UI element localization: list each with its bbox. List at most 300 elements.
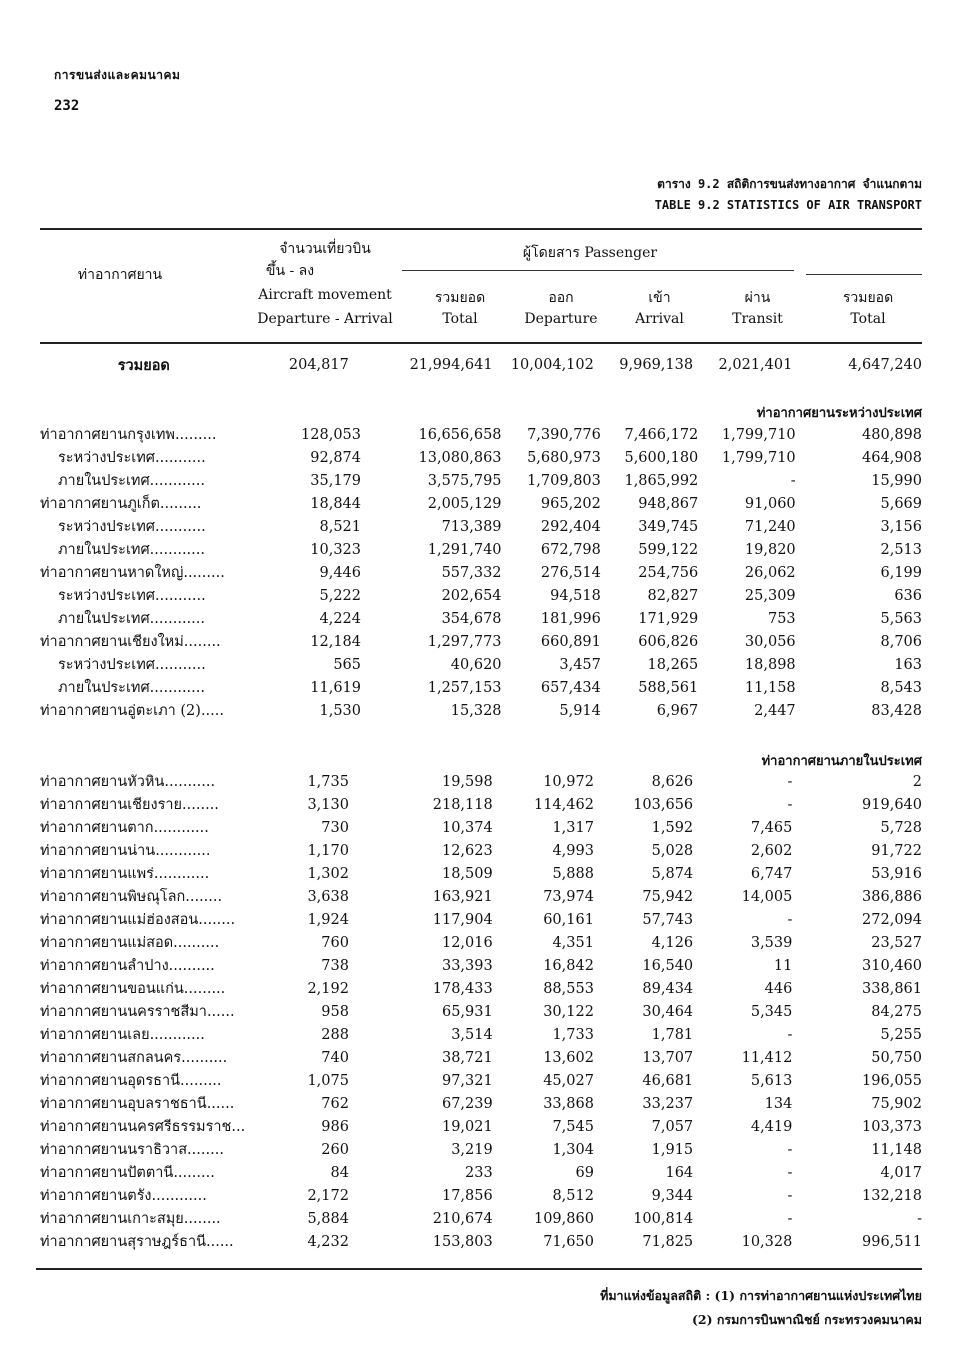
cell-arrival: 5,600,180	[624, 450, 699, 466]
table-row	[40, 1024, 922, 1047]
cell-transit: 1,799,710	[721, 450, 796, 466]
cell-transit: -	[787, 1142, 793, 1158]
cell-total2: 996,511	[862, 1234, 922, 1250]
table-row	[40, 886, 922, 909]
running-header: การขนส่งและคมนาคม	[54, 68, 181, 82]
airport-name: ท่าอากาศยานเชียงใหม่........	[40, 634, 221, 650]
cell-transit: -	[787, 1188, 793, 1204]
col-dep-th: ออก	[548, 290, 574, 306]
cell-movement: 958	[321, 1004, 349, 1020]
table-row	[40, 562, 922, 585]
cell-total: 178,433	[432, 981, 493, 997]
cell-total: 153,803	[432, 1234, 493, 1250]
passenger-rule	[402, 270, 794, 271]
cell-movement: 2,172	[307, 1188, 349, 1204]
cell-total2: 11,148	[871, 1142, 922, 1158]
airport-name: ระหว่างประเทศ...........	[58, 519, 206, 535]
international-table	[40, 424, 922, 723]
cell-total: 19,598	[441, 774, 493, 790]
source-line-2: (2) กรมการบินพาณิชย์ กระทรวงคมนาคม	[691, 1312, 922, 1327]
airport-name: ท่าอากาศยานแพร่............	[40, 866, 210, 882]
cell-movement: 762	[321, 1096, 349, 1112]
cell-departure: 71,650	[543, 1234, 594, 1250]
table-title-thai: ตาราง 9.2 สถิติการขนส่งทางอากาศ จำแนกตาม	[657, 177, 922, 191]
col-movement-en1: Aircraft movement	[258, 287, 392, 303]
grand-total-row	[40, 354, 922, 377]
airport-name: ท่าอากาศยานเกาะสมุย........	[40, 1211, 221, 1227]
cell-total2: 8,543	[880, 680, 922, 696]
col-airport: ท่าอากาศยาน	[77, 267, 163, 283]
table-row	[40, 1047, 922, 1070]
airport-name: ระหว่างประเทศ...........	[58, 450, 206, 466]
domestic-table	[40, 771, 922, 1254]
cell-movement: 288	[321, 1027, 349, 1043]
cell-transit: -	[787, 797, 793, 813]
grand-total-table	[40, 354, 922, 377]
cell-transit: 10,328	[741, 1234, 793, 1250]
cell-arrival: 1,781	[651, 1027, 694, 1043]
cell-transit: -	[787, 774, 793, 790]
airport-name: ท่าอากาศยานเชียงราย........	[40, 797, 219, 813]
cell-total: 1,297,773	[427, 634, 502, 650]
table-row	[40, 654, 922, 677]
cell-total: 557,332	[441, 565, 502, 581]
table-row	[40, 1070, 922, 1093]
cell-arrival: 82,827	[647, 588, 699, 604]
cell-departure: 69	[575, 1165, 594, 1181]
cell-departure: 1,317	[552, 820, 594, 836]
cell-arrival: 6,967	[656, 703, 699, 719]
table-row	[40, 1093, 922, 1116]
cell-total: 40,620	[450, 657, 502, 673]
cell-arrival: 349,745	[638, 519, 699, 535]
cell-total: 218,118	[432, 797, 493, 813]
cell-arrival: 30,464	[642, 1004, 694, 1020]
cell-arrival: 46,681	[642, 1073, 694, 1089]
cell-transit: 446	[764, 981, 793, 997]
cell-total: 17,856	[441, 1188, 493, 1204]
cell-arrival: 57,743	[642, 912, 694, 928]
airport-name: ภายในประเทศ............	[58, 473, 205, 489]
header-bottom-rule	[40, 342, 922, 344]
airport-name: ท่าอากาศยานนราธิวาส........	[40, 1142, 224, 1158]
cell-total: 117,904	[432, 912, 493, 928]
cell-departure: 292,404	[540, 519, 601, 535]
col-tr-en: Transit	[732, 311, 783, 327]
airport-name: ท่าอากาศยานหัวหิน...........	[40, 774, 216, 790]
cell-departure: 5,888	[552, 866, 594, 882]
cell-transit: 11	[773, 958, 793, 974]
cell-arrival: 103,656	[633, 797, 694, 813]
table-row	[40, 909, 922, 932]
airport-name: ท่าอากาศยานสกลนคร..........	[40, 1050, 228, 1066]
table-row	[40, 840, 922, 863]
cell-transit: 30,056	[744, 634, 796, 650]
airport-name: ท่าอากาศยานขอนแก่น.........	[40, 981, 226, 997]
table-row	[40, 771, 922, 794]
cell-transit: 71,240	[744, 519, 796, 535]
cell-departure: 30,122	[543, 1004, 594, 1020]
cell-total: 202,654	[441, 588, 502, 604]
cell-transit: 5,345	[750, 1004, 793, 1020]
cell-total: 38,721	[441, 1050, 493, 1066]
cell-arrival: 13,707	[642, 1050, 694, 1066]
table-row	[40, 677, 922, 700]
cell-transit: 91,060	[744, 496, 796, 512]
cell-movement: 18,844	[310, 496, 362, 512]
table-title-english: TABLE 9.2 STATISTICS OF AIR TRANSPORT	[654, 198, 922, 212]
cell-total2: 53,916	[871, 866, 922, 882]
cell-transit: -	[787, 1211, 793, 1227]
cell-movement: 1,075	[307, 1073, 349, 1089]
cell-total: 21,994,641	[409, 357, 493, 373]
cell-departure: 109,860	[533, 1211, 594, 1227]
cell-total2: 480,898	[862, 427, 922, 443]
cell-total2: 2	[912, 774, 922, 790]
cell-arrival: 164	[665, 1165, 694, 1181]
cell-arrival: 4,126	[651, 935, 694, 951]
airport-name: ท่าอากาศยานสุราษฎร์ธานี......	[40, 1234, 234, 1250]
cell-departure: 7,390,776	[527, 427, 601, 443]
cell-departure: 88,553	[543, 981, 594, 997]
col-total2-th: รวมยอด	[842, 290, 894, 306]
cell-arrival: 8,626	[651, 774, 694, 790]
cell-total: 19,021	[441, 1119, 493, 1135]
cell-total: 3,514	[451, 1027, 493, 1043]
table-row	[40, 516, 922, 539]
cell-departure: 4,993	[552, 843, 594, 859]
airport-name: ท่าอากาศยานแม่สอด..........	[40, 935, 220, 951]
cell-transit: -	[787, 1027, 793, 1043]
cell-departure: 33,868	[543, 1096, 594, 1112]
cell-transit: 18,898	[744, 657, 796, 673]
col-total2-en: Total	[850, 311, 886, 327]
cell-departure: 60,161	[543, 912, 594, 928]
table-row	[40, 585, 922, 608]
cell-transit: -	[790, 473, 796, 489]
cell-departure: 3,457	[559, 657, 601, 673]
cell-departure: 181,996	[540, 611, 601, 627]
cell-transit: 19,820	[744, 542, 796, 558]
cell-movement: 260	[321, 1142, 349, 1158]
cell-departure: 4,351	[552, 935, 594, 951]
cell-arrival: 33,237	[642, 1096, 694, 1112]
cell-total: 2,005,129	[427, 496, 502, 512]
table-row	[40, 955, 922, 978]
col-movement-en2: Departure - Arrival	[257, 311, 393, 327]
table-row	[40, 1162, 922, 1185]
cell-arrival: 1,865,992	[624, 473, 699, 489]
airport-name: ท่าอากาศยานหาดใหญ่.........	[40, 565, 225, 581]
table-row	[40, 863, 922, 886]
cell-total: 67,239	[441, 1096, 493, 1112]
table-row	[40, 608, 922, 631]
section-heading-international: ท่าอากาศยานระหว่างประเทศ	[756, 406, 922, 421]
cell-total2: 338,861	[862, 981, 922, 997]
cell-total2: 3,156	[880, 519, 922, 535]
cell-transit: 1,799,710	[721, 427, 796, 443]
cell-transit: 11,412	[741, 1050, 793, 1066]
cell-total2: 2,513	[880, 542, 922, 558]
cell-total: 3,219	[451, 1142, 493, 1158]
cell-total: 354,678	[441, 611, 502, 627]
cell-total: 18,509	[441, 866, 493, 882]
cell-transit: 6,747	[750, 866, 793, 882]
cell-movement: 11,619	[310, 680, 362, 696]
cell-total2: 6,199	[880, 565, 922, 581]
airport-name: ท่าอากาศยานกรุงเทพ.........	[40, 427, 217, 443]
cell-movement: 565	[333, 657, 362, 673]
cell-movement: 1,530	[319, 703, 362, 719]
cell-arrival: 171,929	[638, 611, 699, 627]
cell-departure: 7,545	[552, 1119, 594, 1135]
airport-name: ท่าอากาศยานภูเก็ต.........	[40, 496, 202, 512]
airport-name: ท่าอากาศยานตรัง............	[40, 1188, 207, 1204]
cell-movement: 3,130	[307, 797, 349, 813]
cell-arrival: 100,814	[633, 1211, 694, 1227]
cell-arrival: 75,942	[642, 889, 694, 905]
table-row	[40, 470, 922, 493]
cell-transit: 14,005	[741, 889, 793, 905]
cell-total: 12,623	[441, 843, 493, 859]
airport-name: ท่าอากาศยานพิษณุโลก........	[40, 889, 223, 905]
cell-departure: 16,842	[543, 958, 594, 974]
cell-arrival: 599,122	[638, 542, 699, 558]
cell-transit: 134	[764, 1096, 793, 1112]
airport-name: ท่าอากาศยานตาก............	[40, 820, 209, 836]
table-row	[40, 1116, 922, 1139]
cell-total2: 272,094	[862, 912, 922, 928]
cell-movement: 10,323	[310, 542, 362, 558]
cell-movement: 12,184	[310, 634, 362, 650]
cell-total2: 132,218	[862, 1188, 922, 1204]
cell-total2: 4,017	[880, 1165, 922, 1181]
cell-movement: 128,053	[301, 427, 362, 443]
cell-movement: 5,222	[319, 588, 362, 604]
table-row	[40, 817, 922, 840]
cell-transit: 4,419	[750, 1119, 793, 1135]
table-row	[40, 1139, 922, 1162]
cell-transit: 25,309	[744, 588, 796, 604]
cell-total2: 5,255	[880, 1027, 922, 1043]
cell-total: 97,321	[441, 1073, 493, 1089]
table-row	[40, 932, 922, 955]
table-row	[40, 424, 922, 447]
cell-total2: -	[917, 1211, 922, 1227]
cell-transit: -	[787, 1165, 793, 1181]
cell-total: 65,931	[441, 1004, 493, 1020]
cell-departure: 965,202	[540, 496, 601, 512]
airport-name: ท่าอากาศยานเลย............	[40, 1027, 205, 1043]
cell-total: 13,080,863	[418, 450, 502, 466]
cell-total: 10,374	[441, 820, 493, 836]
cell-movement: 1,302	[307, 866, 349, 882]
cell-total2: 84,275	[871, 1004, 922, 1020]
top-rule	[40, 228, 922, 230]
cell-arrival: 71,825	[642, 1234, 694, 1250]
cell-transit: -	[787, 912, 793, 928]
cell-total2: 23,527	[871, 935, 922, 951]
airport-name: ท่าอากาศยานแม่ฮ่องสอน........	[40, 912, 236, 928]
cell-transit: 753	[767, 611, 796, 627]
table-row	[40, 493, 922, 516]
table-row	[40, 539, 922, 562]
col-passenger: ผู้โดยสาร Passenger	[522, 245, 658, 261]
cell-departure: 672,798	[540, 542, 601, 558]
cell-total: 1,257,153	[427, 680, 502, 696]
cell-movement: 1,735	[307, 774, 349, 790]
cell-movement: 1,924	[307, 912, 349, 928]
cell-transit: 5,613	[750, 1073, 793, 1089]
cell-departure: 13,602	[543, 1050, 594, 1066]
cell-total: 233	[465, 1165, 493, 1181]
cell-departure: 657,434	[540, 680, 601, 696]
airport-name: ท่าอากาศยานอุดรธานี.........	[40, 1073, 222, 1089]
cell-departure: 660,891	[540, 634, 601, 650]
table-row	[40, 794, 922, 817]
cell-total2: 5,728	[880, 820, 922, 836]
cell-movement: 760	[321, 935, 349, 951]
col-total-th: รวมยอด	[434, 290, 486, 306]
cell-departure: 10,004,102	[510, 357, 594, 373]
cell-total: 163,921	[432, 889, 493, 905]
cell-movement: 9,446	[319, 565, 362, 581]
cell-total: 12,016	[441, 935, 493, 951]
cell-transit: 26,062	[744, 565, 796, 581]
cell-arrival: 1,915	[651, 1142, 694, 1158]
cell-arrival: 948,867	[638, 496, 699, 512]
col-dep-en: Departure	[524, 311, 598, 327]
cell-total2: 103,373	[862, 1119, 922, 1135]
cell-arrival: 606,826	[638, 634, 699, 650]
cell-movement: 35,179	[310, 473, 362, 489]
cell-arrival: 5,874	[651, 866, 694, 882]
airport-name: ระหว่างประเทศ...........	[58, 588, 206, 604]
airport-name: ท่าอากาศยานนครศรีธรรมราช...	[40, 1119, 246, 1135]
cell-departure: 73,974	[543, 889, 594, 905]
cell-movement: 2,192	[307, 981, 349, 997]
cell-total: 713,389	[441, 519, 502, 535]
cell-arrival: 588,561	[638, 680, 699, 696]
airport-name: ท่าอากาศยานลำปาง..........	[40, 958, 215, 974]
cell-total2: 386,886	[862, 889, 922, 905]
table-row	[40, 1001, 922, 1024]
cell-arrival: 18,265	[647, 657, 699, 673]
total2-rule	[806, 274, 922, 275]
cell-departure: 5,680,973	[527, 450, 601, 466]
cell-departure: 10,972	[543, 774, 594, 790]
cell-transit: 11,158	[744, 680, 796, 696]
cell-arrival: 16,540	[642, 958, 694, 974]
table-row	[40, 978, 922, 1001]
cell-total2: 91,722	[871, 843, 922, 859]
col-movement-th2: ขึ้น - ลง	[265, 263, 315, 279]
col-total-en: Total	[442, 311, 478, 327]
cell-total2: 4,647,240	[848, 357, 922, 373]
cell-transit: 2,602	[750, 843, 793, 859]
cell-movement: 204,817	[288, 357, 349, 373]
cell-total: 1,291,740	[427, 542, 502, 558]
col-arr-th: เข้า	[648, 290, 671, 306]
airport-name: ท่าอากาศยานปัตตานี.........	[40, 1165, 215, 1181]
page-number: 232	[54, 98, 80, 114]
airport-name: ภายในประเทศ............	[58, 542, 205, 558]
cell-departure: 114,462	[533, 797, 594, 813]
cell-total2: 919,640	[862, 797, 922, 813]
cell-total: 15,328	[450, 703, 502, 719]
cell-total2: 310,460	[862, 958, 922, 974]
cell-total: 33,393	[441, 958, 493, 974]
cell-total2: 8,706	[880, 634, 922, 650]
cell-departure: 8,512	[552, 1188, 594, 1204]
cell-movement: 3,638	[307, 889, 349, 905]
grand-total-label: รวมยอด	[117, 357, 170, 374]
table-row	[40, 1231, 922, 1254]
col-arr-en: Arrival	[635, 311, 684, 327]
cell-movement: 4,232	[307, 1234, 349, 1250]
cell-movement: 1,170	[307, 843, 349, 859]
cell-movement: 740	[321, 1050, 349, 1066]
col-movement-th1: จำนวนเที่ยวบิน	[279, 241, 371, 257]
cell-transit: 2,447	[754, 703, 796, 719]
cell-total2: 163	[894, 657, 922, 673]
cell-departure: 1,709,803	[527, 473, 601, 489]
cell-departure: 276,514	[540, 565, 601, 581]
cell-arrival: 1,592	[651, 820, 694, 836]
cell-movement: 738	[321, 958, 349, 974]
cell-total: 3,575,795	[427, 473, 502, 489]
section-heading-domestic: ท่าอากาศยานภายในประเทศ	[761, 754, 922, 769]
cell-total: 210,674	[432, 1211, 493, 1227]
table-row	[40, 631, 922, 654]
cell-total2: 83,428	[871, 703, 922, 719]
col-tr-th: ผ่าน	[744, 290, 771, 306]
cell-total2: 5,669	[880, 496, 922, 512]
airport-name: ท่าอากาศยานนครราชสีมา......	[40, 1004, 235, 1020]
cell-arrival: 89,434	[642, 981, 694, 997]
cell-total2: 464,908	[862, 450, 922, 466]
airport-name: ท่าอากาศยานอุบลราชธานี......	[40, 1096, 235, 1112]
cell-arrival: 7,057	[651, 1119, 694, 1135]
cell-total: 16,656,658	[418, 427, 502, 443]
cell-total2: 196,055	[862, 1073, 922, 1089]
cell-transit: 2,021,401	[718, 357, 793, 373]
cell-total2: 5,563	[880, 611, 922, 627]
cell-transit: 7,465	[750, 820, 793, 836]
cell-movement: 8,521	[319, 519, 362, 535]
cell-departure: 45,027	[543, 1073, 594, 1089]
table-row	[40, 700, 922, 723]
cell-movement: 5,884	[307, 1211, 349, 1227]
cell-departure: 1,304	[552, 1142, 594, 1158]
cell-arrival: 254,756	[638, 565, 699, 581]
cell-total2: 75,902	[871, 1096, 922, 1112]
cell-departure: 94,518	[550, 588, 601, 604]
cell-movement: 730	[321, 820, 349, 836]
cell-total2: 50,750	[871, 1050, 922, 1066]
table-row	[40, 447, 922, 470]
table-row	[40, 1185, 922, 1208]
cell-movement: 84	[330, 1165, 349, 1181]
airport-name: ภายในประเทศ............	[58, 680, 205, 696]
bottom-rule	[36, 1268, 922, 1270]
cell-departure: 5,914	[559, 703, 601, 719]
cell-movement: 4,224	[319, 611, 362, 627]
table-row	[40, 1208, 922, 1231]
cell-transit: 3,539	[750, 935, 793, 951]
cell-total2: 636	[894, 588, 922, 604]
cell-arrival: 9,344	[651, 1188, 694, 1204]
